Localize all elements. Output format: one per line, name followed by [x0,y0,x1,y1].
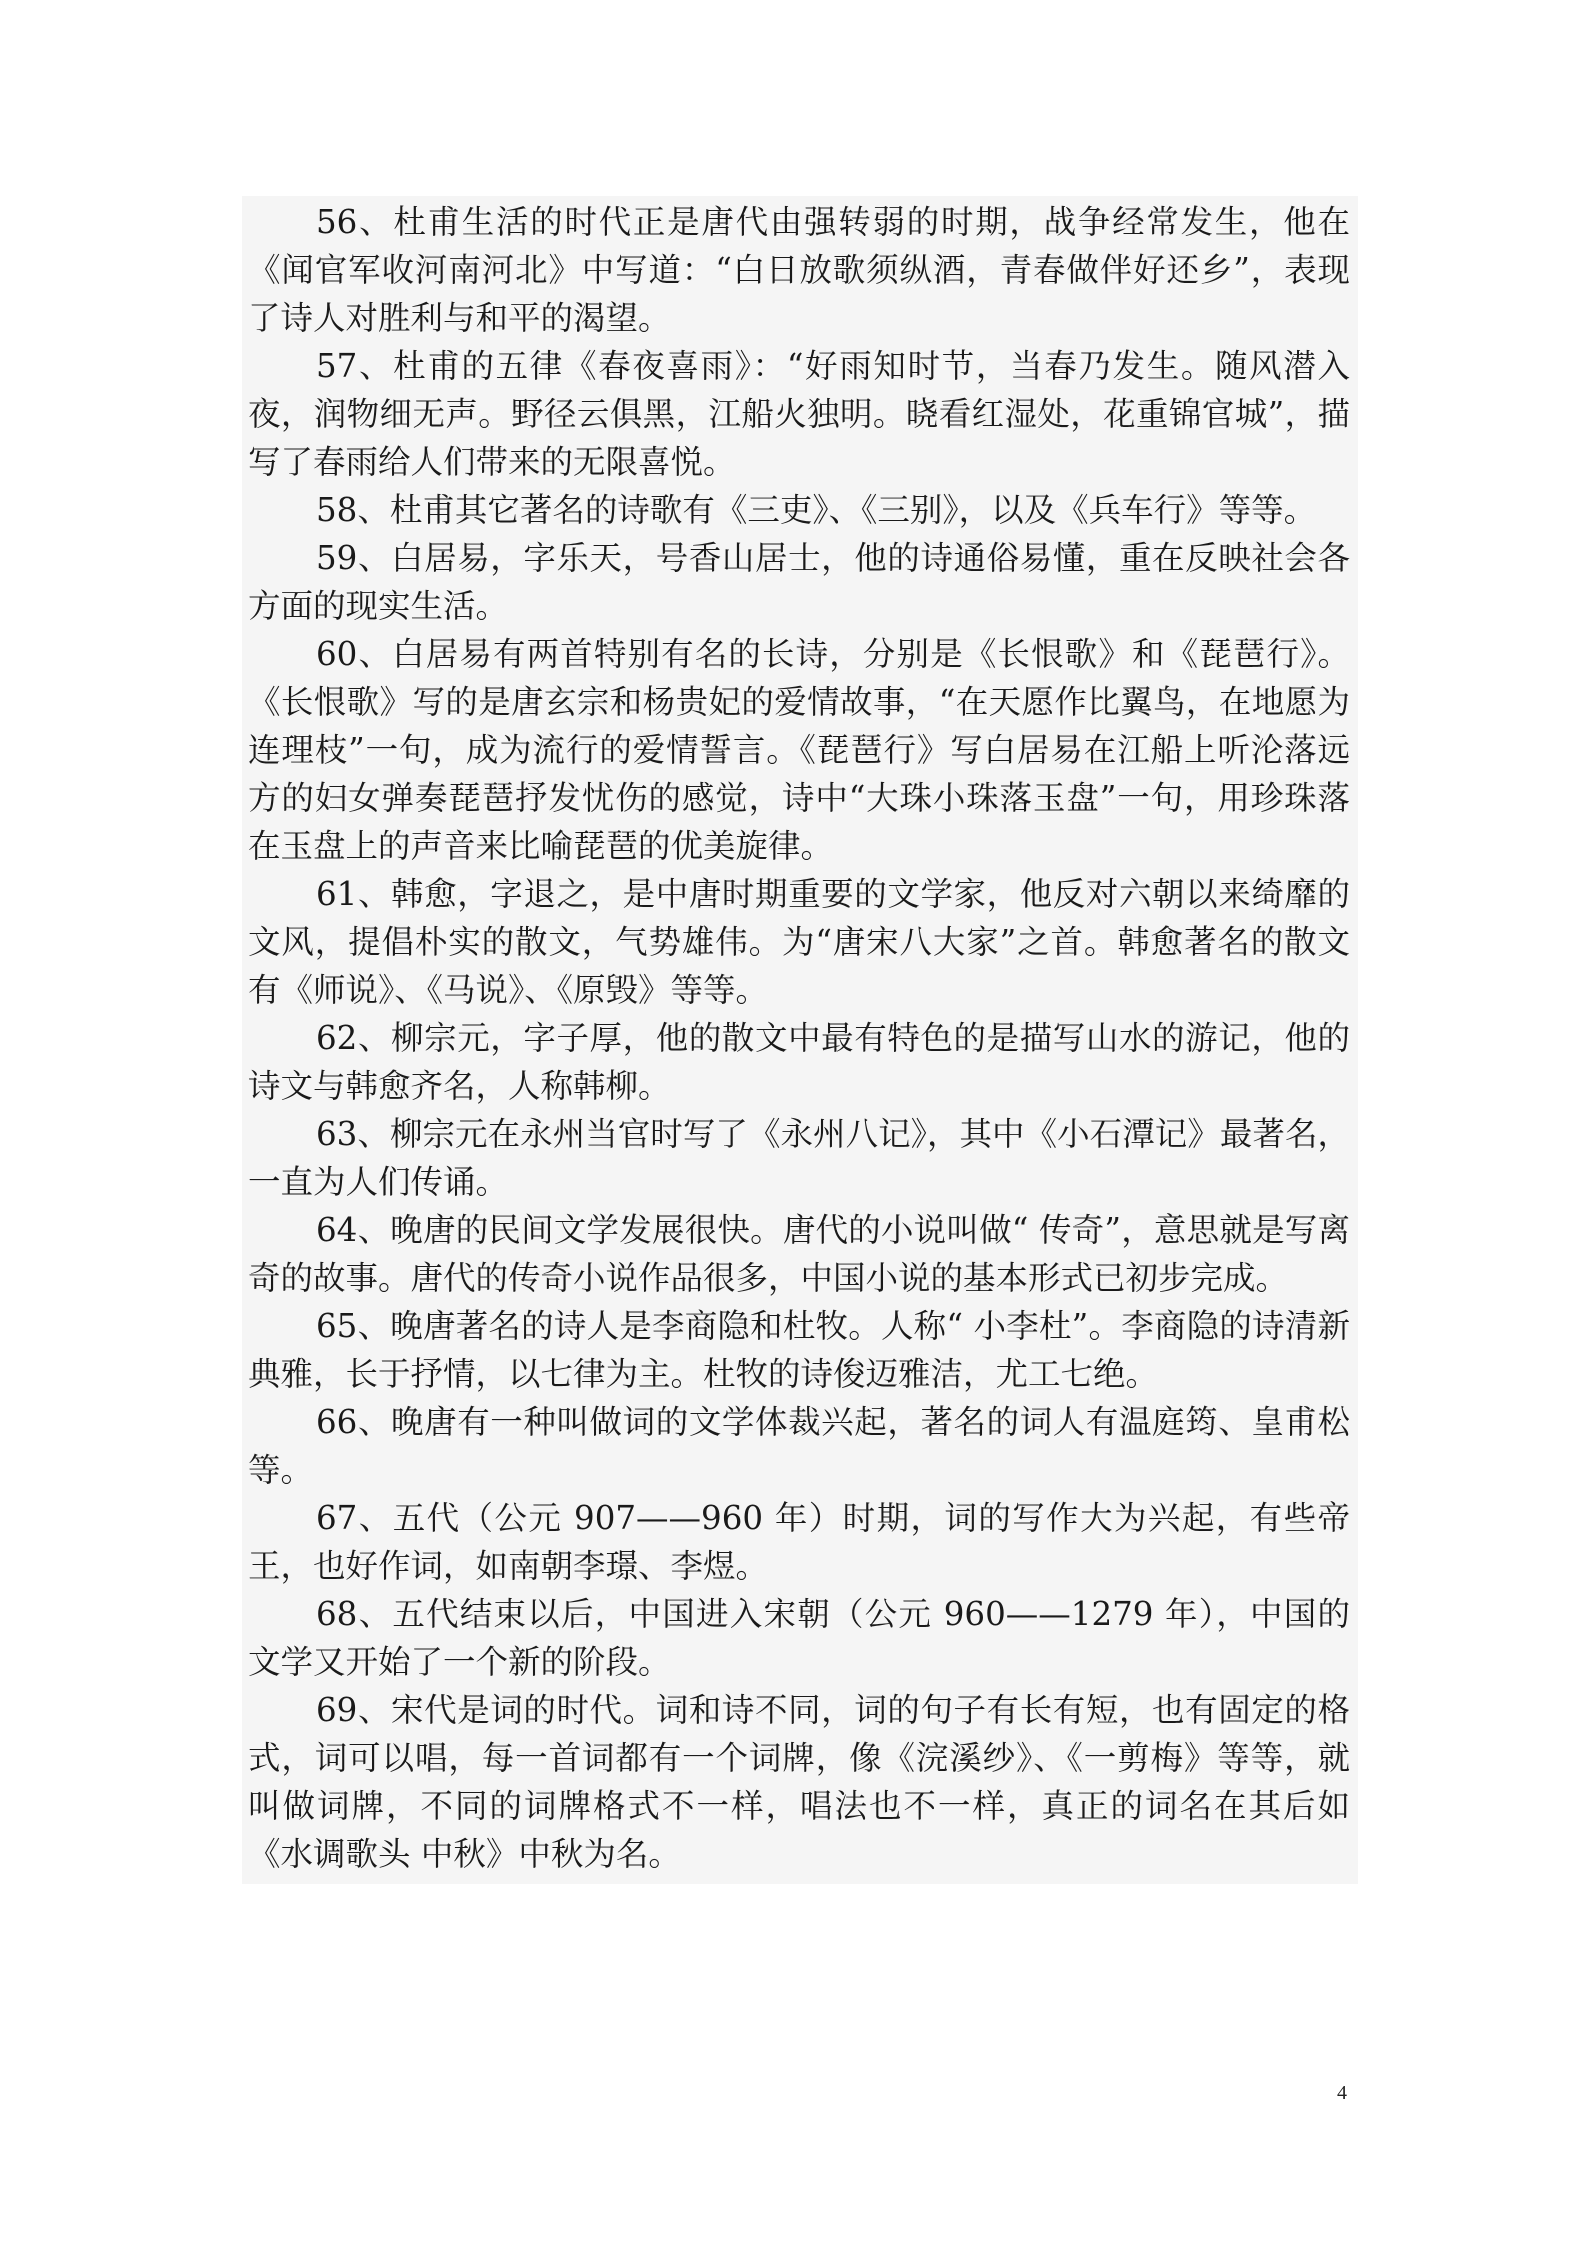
paragraph-65: 65、晚唐著名的诗人是李商隐和杜牧。人称“ 小李杜”。李商隐的诗清新典雅，长于抒情，以七律为主。杜牧的诗俊迈雅洁，尤工七绝。 [248,1307,1350,1393]
paragraph-57: 57、杜甫的五律《春夜喜雨》：“好雨知时节，当春乃发生。随风潜入夜，润物细无声。野径云俱黑，江船火独明。晓看红湿处，花重锦官城”，描写了春雨给人们带来的无限喜悦。 [248,347,1350,481]
paragraph-62: 62、柳宗元，字子厚，他的散文中最有特色的是描写山水的游记，他的诗文与韩愈齐名，人称韩柳。 [248,1019,1350,1105]
paragraph-67: 67、五代（公元 907——960 年）时期，词的写作大为兴起，有些帝王，也好作词，如南朝李璟、李煜。 [248,1499,1350,1585]
paragraph-66: 66、晚唐有一种叫做词的文学体裁兴起，著名的词人有温庭筠、皇甫松等。 [248,1403,1350,1489]
paragraph-56: 56、杜甫生活的时代正是唐代由强转弱的时期，战争经常发生，他在《闻官军收河南河北》中写道：“白日放歌须纵酒，青春做伴好还乡”，表现了诗人对胜利与和平的渴望。 [248,203,1350,337]
page-number: 4 [1337,2082,1347,2104]
paragraph-58: 58、杜甫其它著名的诗歌有《三吏》、《三别》，以及《兵车行》等等。 [316,491,1317,529]
paragraph-68: 68、五代结束以后，中国进入宋朝（公元 960——1279 年），中国的文学又开始了一个新的阶段。 [248,1595,1350,1681]
paragraph-59: 59、白居易，字乐天，号香山居士，他的诗通俗易懂，重在反映社会各方面的现实生活。 [248,539,1350,625]
paragraph-61: 61、韩愈，字退之，是中唐时期重要的文学家，他反对六朝以来绮靡的文风，提倡朴实的散文，气势雄伟。为“唐宋八大家”之首。韩愈著名的散文有《师说》、《马说》、《原毁》等等。 [248,875,1350,1009]
paragraph-64: 64、晚唐的民间文学发展很快。唐代的小说叫做“ 传奇”，意思就是写离奇的故事。唐代的传奇小说作品很多，中国小说的基本形式已初步完成。 [248,1211,1350,1297]
paragraph-69: 69、宋代是词的时代。词和诗不同，词的句子有长有短，也有固定的格式，词可以唱，每一首词都有一个词牌，像《浣溪纱》、《一剪梅》等等，就叫做词牌，不同的词牌格式不一样，唱法也不一样，真正的词名在其后如《水调歌头 中秋》中秋为名。 [248,1691,1350,1873]
paragraph-63: 63、柳宗元在永州当官时写了《永州八记》，其中《小石潭记》最著名，一直为人们传诵。 [248,1115,1350,1201]
document-body [242,196,1358,1884]
paragraph-60: 60、白居易有两首特别有名的长诗，分别是《长恨歌》和《琵琶行》。《长恨歌》写的是唐玄宗和杨贵妃的爱情故事，“在天愿作比翼鸟，在地愿为连理枝”一句，成为流行的爱情誓言。《琵琶行》写白居易在江船上听沦落远方的妇女弹奏琵琶抒发忧伤的感觉，诗中“大珠小珠落玉盘”一句，用珍珠落在玉盘上的声音来比喻琵琶的优美旋律。 [248,635,1350,865]
